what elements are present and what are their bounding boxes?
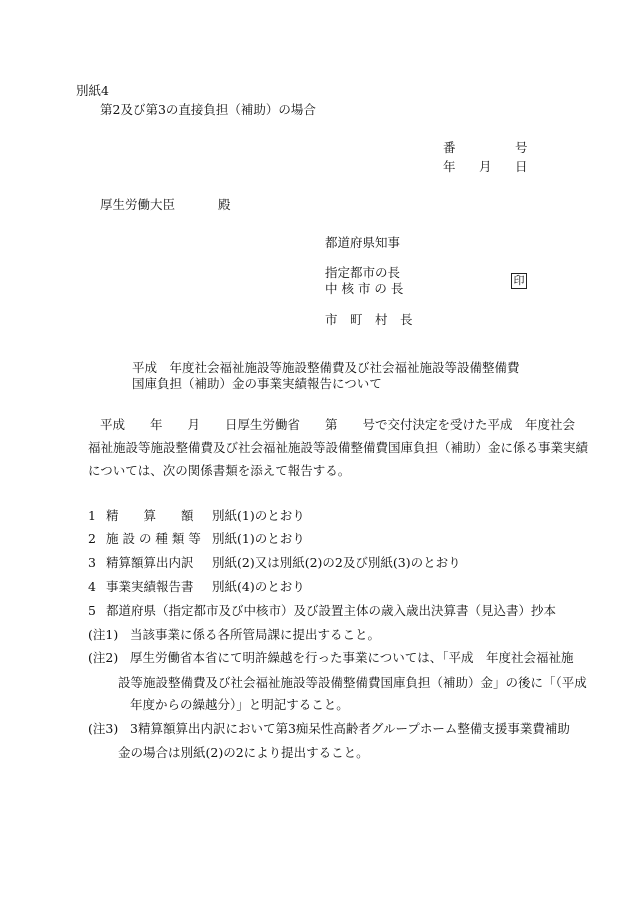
seal-mark: 印 (511, 273, 527, 289)
body-line-2: 福祉施設等施設整備費及び社会福祉施設等設備整備費国庫負担（補助）金に係る事業実績 (88, 440, 589, 455)
day-label: 日 (515, 159, 528, 174)
item-value: 別紙(1)のとおり (212, 531, 305, 546)
case-subtitle: 第2及び第3の直接負担（補助）の場合 (100, 102, 316, 117)
title-line-2: 国庫負担（補助）金の事業実績報告について (132, 376, 382, 391)
sender-core-city: 中 核 市 の 長 (325, 281, 404, 296)
note-line: 当該事業に係る各所管局課に提出すること。 (130, 627, 381, 642)
note-tag: (注1) (88, 627, 119, 642)
note-line: 設等施設整備費及び社会福祉施設等設備整備費国庫負担（補助）金」の後に「（平成 (118, 675, 587, 690)
item-num: 2 (88, 531, 96, 546)
note-line: 厚生労働省本省にて明許繰越を行った事業については、「平成 年度社会福祉施 (130, 650, 574, 665)
note-line: 3精算額算出内訳において第3痴呆性高齢者グループホーム整備支援事業費補助 (130, 721, 570, 736)
addressee: 厚生労働大臣 (100, 197, 176, 212)
month-label: 月 (479, 159, 492, 174)
item-num: 5 (88, 603, 96, 618)
item-label: 都道府県（指定都市及び中核市）及び設置主体の歳入歳出決算書（見込書）抄本 (106, 603, 557, 618)
note-line: 年度からの繰越分）」と明記すること。 (130, 697, 349, 712)
annex-label: 別紙4 (76, 83, 109, 98)
note-tag: (注2) (88, 650, 119, 665)
item-value: 別紙(4)のとおり (212, 579, 305, 594)
item-value: 別紙(2)又は別紙(2)の2及び別紙(3)のとおり (212, 555, 461, 570)
item-value: 別紙(1)のとおり (212, 508, 305, 523)
sender-municipal: 市 町 村 長 (325, 312, 413, 327)
addressee-honorific: 殿 (218, 197, 231, 212)
item-label: 精 算 額 (106, 508, 194, 523)
note-line: 金の場合は別紙(2)の2により提出すること。 (118, 745, 369, 760)
item-num: 1 (88, 508, 96, 523)
year-label: 年 (443, 159, 456, 174)
number-label: 番 (443, 140, 456, 155)
number-suffix: 号 (515, 140, 528, 155)
item-num: 4 (88, 579, 96, 594)
item-label: 施 設 の 種 類 等 (106, 531, 201, 546)
body-line-3: については、次の関係書類を添えて報告する。 (88, 463, 351, 478)
item-num: 3 (88, 555, 96, 570)
sender-designated-city: 指定都市の長 (325, 265, 401, 280)
body-line-1: 平成 年 月 日厚生労働省 第 号で交付決定を受けた平成 年度社会 (100, 417, 576, 432)
item-label: 事業実績報告書 (106, 579, 194, 594)
title-line-1: 平成 年度社会福祉施設等施設整備費及び社会福祉施設等設備整備費 (132, 360, 520, 375)
sender-governor: 都道府県知事 (325, 235, 401, 250)
item-label: 精算額算出内訳 (106, 555, 194, 570)
note-tag: (注3) (88, 721, 119, 736)
